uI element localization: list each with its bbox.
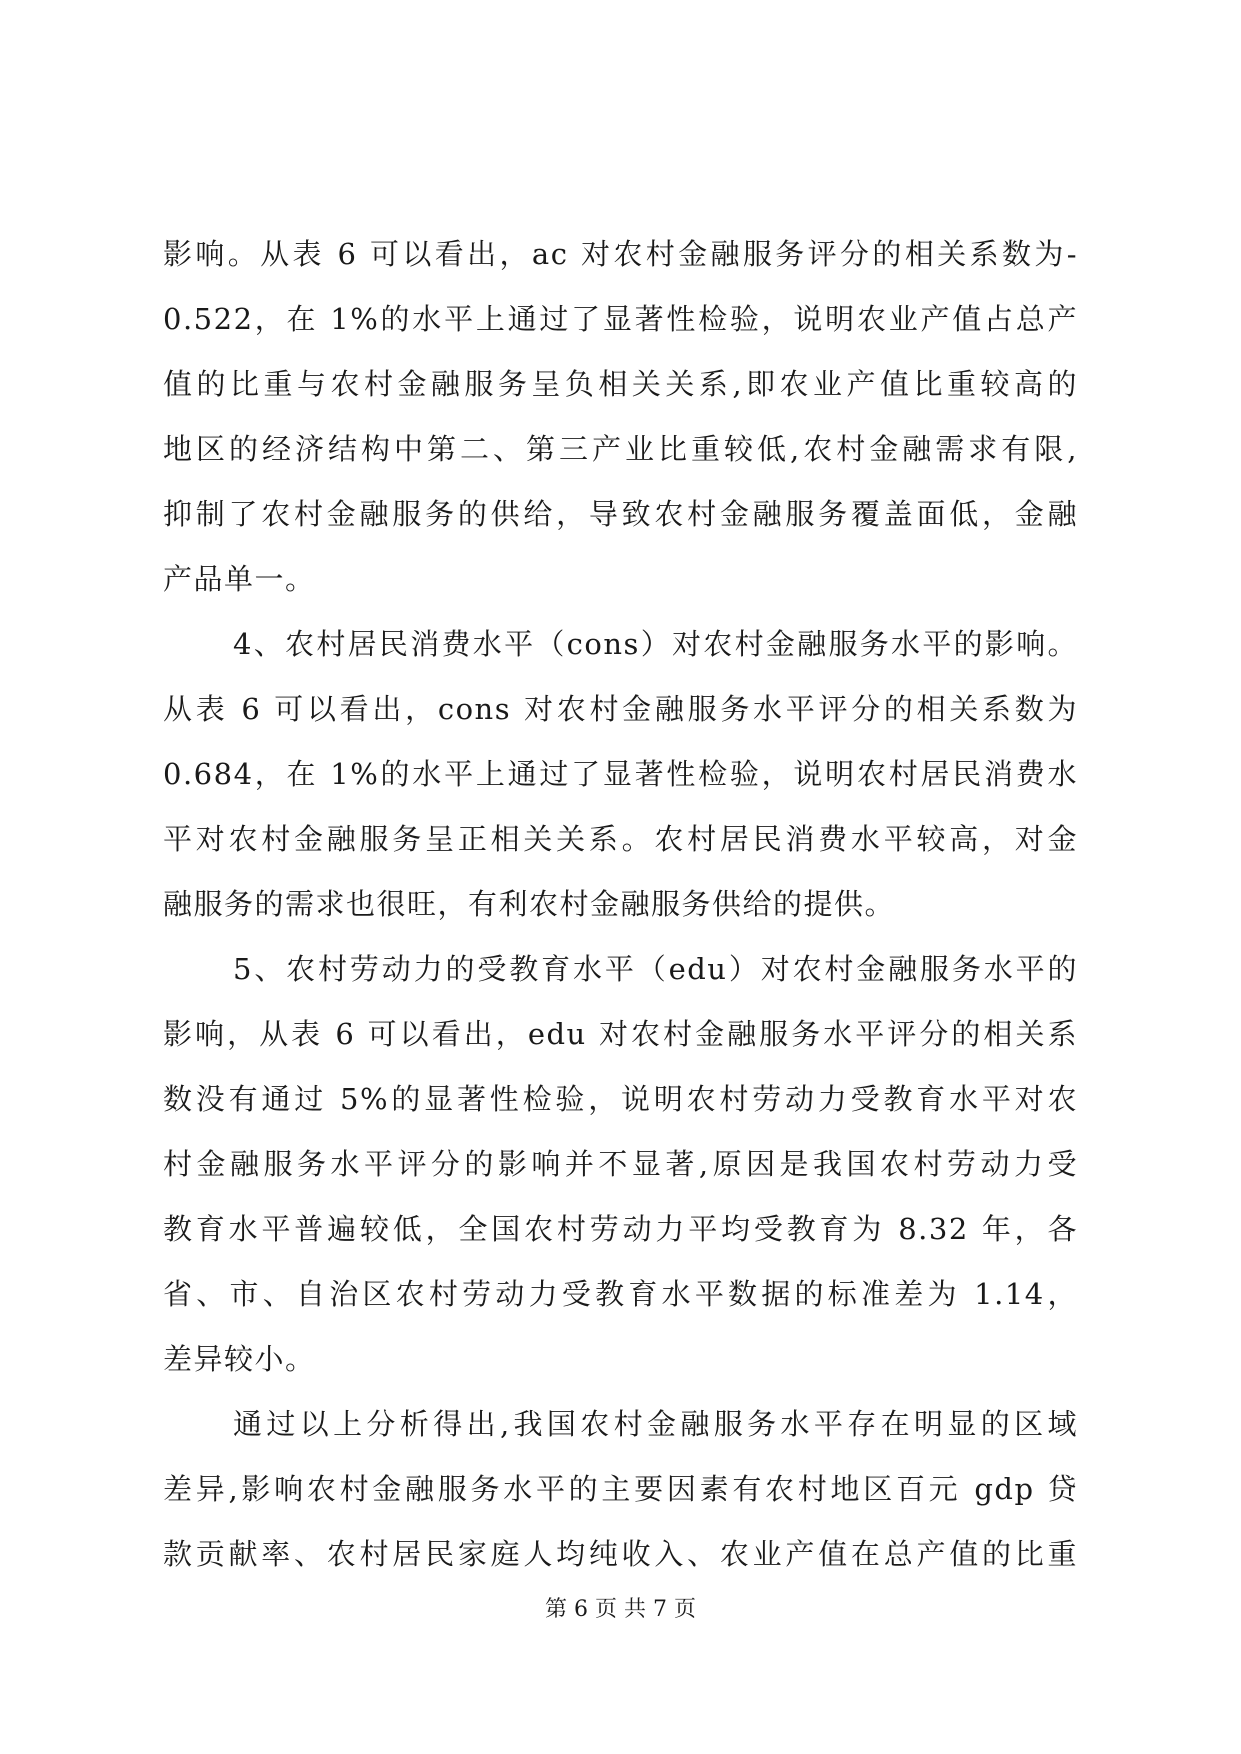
text-line: 差异,影响农村金融服务水平的主要因素有农村地区百元 gdp 贷 [163,1472,1078,1506]
text-line: 地区的经济结构中第二、第三产业比重较低,农村金融需求有限, [163,432,1078,466]
text-line: 从表 6 可以看出，cons 对农村金融服务水平评分的相关系数为 [163,692,1078,726]
text-line: 款贡献率、农村居民家庭人均纯收入、农业产值在总产值的比重 [163,1537,1078,1571]
text-line: 5、农村劳动力的受教育水平（edu）对农村金融服务水平的 [233,952,1078,986]
text-line: 差异较小。 [163,1342,316,1376]
text-line: 产品单一。 [163,562,316,596]
text-line: 教育水平普遍较低，全国农村劳动力平均受教育为 8.32 年，各 [163,1212,1078,1246]
body-text [163,222,1078,1587]
text-line: 平对农村金融服务呈正相关关系。农村居民消费水平较高，对金 [163,822,1078,856]
text-line: 省、市、自治区农村劳动力受教育水平数据的标准差为 1.14， [163,1277,1078,1311]
text-line: 0.522，在 1%的水平上通过了显著性检验，说明农业产值占总产 [163,302,1078,336]
text-line: 0.684，在 1%的水平上通过了显著性检验，说明农村居民消费水 [163,757,1078,791]
text-line: 数没有通过 5%的显著性检验，说明农村劳动力受教育水平对农 [163,1082,1078,1116]
text-line: 融服务的需求也很旺，有利农村金融服务供给的提供。 [163,887,896,921]
text-line: 影响，从表 6 可以看出，edu 对农村金融服务水平评分的相关系 [163,1017,1078,1051]
text-line: 抑制了农村金融服务的供给，导致农村金融服务覆盖面低，金融 [163,497,1078,531]
text-line: 影响。从表 6 可以看出，ac 对农村金融服务评分的相关系数为- [163,237,1078,271]
text-line: 村金融服务水平评分的影响并不显著,原因是我国农村劳动力受 [163,1147,1078,1181]
text-line: 值的比重与农村金融服务呈负相关关系,即农业产值比重较高的 [163,367,1078,401]
text-line: 通过以上分析得出,我国农村金融服务水平存在明显的区域 [233,1407,1078,1441]
text-line: 4、农村居民消费水平（cons）对农村金融服务水平的影响。 [233,627,1078,661]
page-footer: 第 6 页 共 7 页 [545,1597,696,1622]
